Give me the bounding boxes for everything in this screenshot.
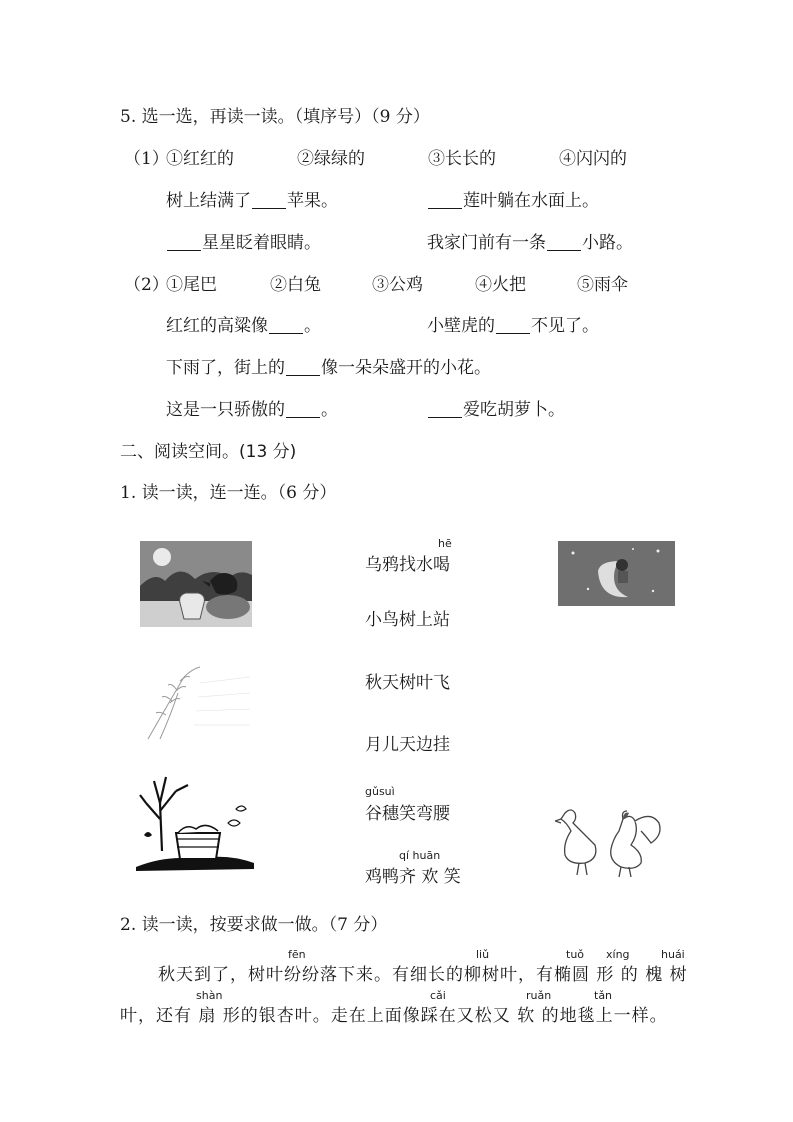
pinyin-annotation: tǎn <box>594 989 613 1002</box>
q5-part1-option-4: ④闪闪的 <box>559 149 627 169</box>
match-item[interactable]: 小鸟树上站 <box>365 610 450 630</box>
answer-blank[interactable] <box>547 234 581 251</box>
q5-part1-sentence-1 <box>166 190 338 212</box>
wheat-picture[interactable] <box>140 663 252 741</box>
answer-blank[interactable] <box>167 234 201 251</box>
q5-part1-sentence-3 <box>166 232 321 254</box>
sentence-text: 苹果。 <box>287 191 338 211</box>
pinyin-annotation: huái <box>661 948 685 961</box>
match-item[interactable]: 乌鸦找水喝 <box>365 555 450 575</box>
duck-and-rooster-picture[interactable] <box>555 805 665 879</box>
answer-blank[interactable] <box>252 192 286 209</box>
q5-part2-sentence-2 <box>427 315 599 337</box>
sentence-text: 树上结满了 <box>166 191 251 211</box>
sentence-text: 红红的高粱像 <box>166 316 268 336</box>
match-item[interactable]: 鸡鸭齐 欢 笑 <box>365 867 461 887</box>
moon-child-picture[interactable] <box>558 541 675 606</box>
answer-blank[interactable] <box>286 359 320 376</box>
passage-line-1: 秋天到了，树叶纷纷落下来。有细长的柳树叶，有椭圆 形 的 槐 树 <box>158 965 688 985</box>
sentence-text: 像一朵朵盛开的小花。 <box>321 358 491 378</box>
sentence-text: 。 <box>321 400 338 420</box>
tree-and-basket-picture[interactable] <box>136 773 256 873</box>
sentence-text: 我家门前有一条 <box>427 233 546 253</box>
q5-part1-option-3: ③长长的 <box>428 149 496 169</box>
r1-title: 1. 读一读，连一连。（6 分） <box>120 483 337 503</box>
q5-part1-label: （1） <box>124 149 169 169</box>
answer-blank[interactable] <box>286 401 320 418</box>
sentence-text: 星星眨着眼睛。 <box>202 233 321 253</box>
q5-part2-option-1: ①尾巴 <box>166 275 217 295</box>
r2-title: 2. 读一读，按要求做一做。（7 分） <box>120 915 388 935</box>
match-item[interactable]: 秋天树叶飞 <box>365 673 450 693</box>
q5-part2-option-3: ③公鸡 <box>372 275 423 295</box>
match-item[interactable]: 月儿天边挂 <box>365 735 450 755</box>
pinyin-annotation: cǎi <box>430 989 446 1002</box>
q5-part2-sentence-5 <box>427 399 565 421</box>
q5-part2-option-2: ②白兔 <box>270 275 321 295</box>
q5-part2-sentence-4 <box>166 399 338 421</box>
sentence-text: 爱吃胡萝卜。 <box>463 400 565 420</box>
crow-and-jar-picture[interactable] <box>140 541 252 627</box>
pinyin-annotation: tuǒ <box>566 948 585 961</box>
answer-blank[interactable] <box>496 317 530 334</box>
pinyin-annotation: xíng <box>606 948 630 961</box>
q5-part1-option-1: ①红红的 <box>166 149 234 169</box>
answer-blank[interactable] <box>269 317 303 334</box>
pinyin-annotation: ruǎn <box>526 989 552 1002</box>
sentence-text: 小路。 <box>582 233 633 253</box>
answer-blank[interactable] <box>428 192 462 209</box>
passage-line-2: 叶，还有 扇 形的银杏叶。走在上面像踩在又松又 软 的地毯上一样。 <box>120 1006 668 1026</box>
q5-part2-label: （2） <box>124 275 169 295</box>
q5-part1-sentence-4 <box>427 232 633 254</box>
q5-part2-sentence-3 <box>166 357 491 379</box>
q5-title: 5. 选一选，再读一读。（填序号）（9 分） <box>120 107 430 127</box>
answer-blank[interactable] <box>428 401 462 418</box>
pinyin-annotation: fēn <box>288 948 306 961</box>
sentence-text: 小壁虎的 <box>427 316 495 336</box>
sentence-text: 莲叶躺在水面上。 <box>463 191 599 211</box>
pinyin-annotation: gǔsuì <box>365 785 395 798</box>
q5-part2-option-5: ⑤雨伞 <box>577 275 628 295</box>
sentence-text: 。 <box>304 316 321 336</box>
q5-part1-option-2: ②绿绿的 <box>297 149 365 169</box>
q5-part1-sentence-2 <box>427 190 599 212</box>
section-title: 二、阅读空间。(13 分) <box>120 442 297 462</box>
pinyin-annotation: qí huān <box>399 849 441 862</box>
sentence-text: 下雨了，街上的 <box>166 358 285 378</box>
q5-part2-option-4: ④火把 <box>475 275 526 295</box>
pinyin-annotation: hē <box>438 537 452 550</box>
pinyin-annotation: shàn <box>196 989 223 1002</box>
pinyin-annotation: liǔ <box>476 948 490 961</box>
match-item[interactable]: 谷穗笑弯腰 <box>365 804 450 824</box>
q5-part2-sentence-1 <box>166 315 321 337</box>
sentence-text: 这是一只骄傲的 <box>166 400 285 420</box>
sentence-text: 不见了。 <box>531 316 599 336</box>
